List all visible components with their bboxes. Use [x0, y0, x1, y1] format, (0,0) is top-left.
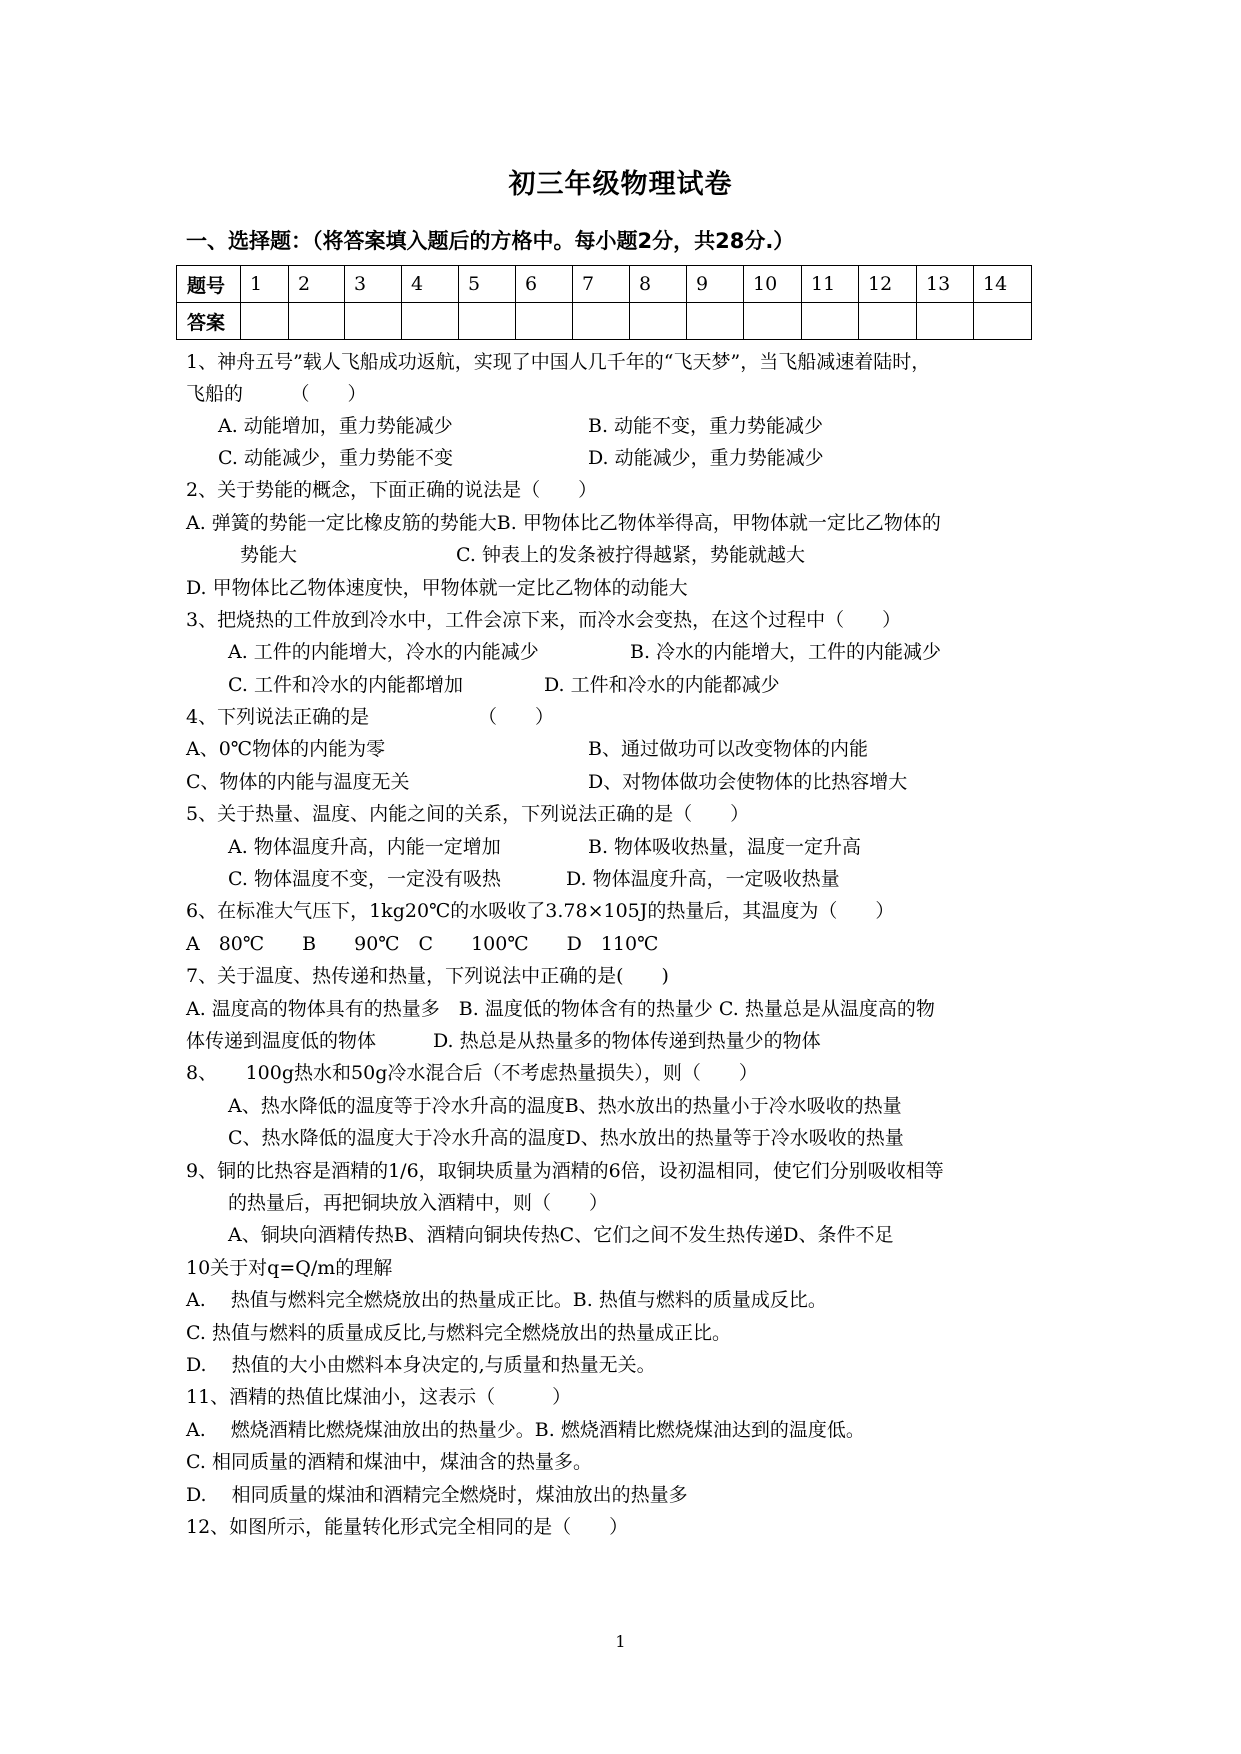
question-10-option-d: D. 热值的大小由燃料本身决定的,与质量和热量无关。: [186, 1354, 656, 1376]
question-9-stem-cont: 的热量后，再把铜块放入酒精中，则（ ）: [228, 1192, 609, 1214]
question-11-options-ab: A. 燃烧酒精比燃烧煤油放出的热量少。B. 燃烧酒精比燃烧煤油达到的温度低。: [186, 1419, 865, 1441]
question-number-cell: 11: [802, 266, 859, 303]
answer-cell[interactable]: [687, 303, 744, 340]
answer-cell[interactable]: [573, 303, 630, 340]
question-number-cell: 12: [859, 266, 917, 303]
question-10-options-ab: A. 热值与燃料完全燃烧放出的热量成正比。B. 热值与燃料的质量成反比。: [186, 1289, 827, 1311]
question-3-option-a: A. 工件的内能增大，冷水的内能减少: [228, 641, 539, 663]
question-1-stem-cont: 飞船的 （ ）: [186, 383, 367, 405]
answer-cell[interactable]: [402, 303, 459, 340]
question-1-option-d: D. 动能减少，重力势能减少: [588, 447, 824, 469]
question-number-cell: 10: [744, 266, 802, 303]
question-1-stem: 1、神舟五号”载人飞船成功返航，实现了中国人几千年的“飞天梦”，当飞船减速着陆时，: [186, 351, 931, 373]
question-number-cell: 7: [573, 266, 630, 303]
answer-cell[interactable]: [917, 303, 974, 340]
question-number-cell: 8: [630, 266, 687, 303]
page-number: 1: [615, 1632, 626, 1651]
question-10-stem: 10关于对q=Q/m的理解: [186, 1257, 393, 1279]
question-3-option-c: C. 工件和冷水的内能都增加: [228, 674, 463, 696]
answer-cell[interactable]: [345, 303, 402, 340]
question-9-options: A、铜块向酒精传热B、酒精向铜块传热C、它们之间不发生热传递D、条件不足: [228, 1224, 894, 1246]
question-number-cell: 6: [516, 266, 573, 303]
answer-cell[interactable]: [241, 303, 289, 340]
question-number-cell: 5: [459, 266, 516, 303]
question-number-cell: 9: [687, 266, 744, 303]
question-5-option-c: C. 物体温度不变，一定没有吸热: [228, 868, 501, 890]
question-8-options-cd: C、热水降低的温度大于冷水升高的温度D、热水放出的热量等于冷水吸收的热量: [228, 1127, 904, 1149]
table-row-answers: [177, 303, 1032, 340]
row-label-answer: 答案: [177, 303, 241, 340]
question-1-option-b: B. 动能不变，重力势能减少: [588, 415, 824, 437]
question-3-option-b: B. 冷水的内能增大，工件的内能减少: [630, 641, 942, 663]
answer-cell[interactable]: [459, 303, 516, 340]
answer-cell[interactable]: [744, 303, 802, 340]
question-8-stem: 8、 100g热水和50g冷水混合后（不考虑热量损失），则（ ）: [186, 1062, 758, 1084]
question-11-option-d: D. 相同质量的煤油和酒精完全燃烧时，煤油放出的热量多: [186, 1484, 688, 1506]
question-5-option-d: D. 物体温度升高，一定吸收热量: [566, 868, 840, 890]
answer-cell[interactable]: [802, 303, 859, 340]
question-3-stem: 3、把烧热的工件放到冷水中，工件会凉下来，而冷水会变热，在这个过程中（ ）: [186, 609, 902, 631]
question-5-stem: 5、关于热量、温度、内能之间的关系，下列说法正确的是（ ）: [186, 803, 750, 825]
question-4-option-c: C、物体的内能与温度无关: [186, 771, 410, 793]
page-title: 初三年级物理试卷: [508, 169, 733, 200]
answer-cell[interactable]: [516, 303, 573, 340]
question-4-option-a: A、0℃物体的内能为零: [186, 738, 386, 760]
question-5-option-a: A. 物体温度升高，内能一定增加: [228, 836, 501, 858]
question-number-cell: 13: [917, 266, 974, 303]
question-1-option-a: A. 动能增加，重力势能减少: [218, 415, 453, 437]
question-9-stem: 9、铜的比热容是酒精的1/6，取铜块质量为酒精的6倍，设初温相同，使它们分别吸收相等: [186, 1160, 944, 1182]
question-7-stem: 7、关于温度、热传递和热量，下列说法中正确的是( ): [186, 965, 669, 987]
question-7-options-cont: 体传递到温度低的物体 D. 热总是从热量多的物体传递到热量少的物体: [186, 1030, 821, 1052]
question-number-cell: 3: [345, 266, 402, 303]
question-2-option-a-b: A. 弹簧的势能一定比橡皮筋的势能大B. 甲物体比乙物体举得高，甲物体就一定比乙物体的: [186, 512, 941, 534]
question-11-stem: 11、酒精的热值比煤油小，这表示（ ）: [186, 1386, 572, 1408]
question-11-option-c: C. 相同质量的酒精和煤油中，煤油含的热量多。: [186, 1451, 592, 1473]
question-2-option-d: D. 甲物体比乙物体速度快，甲物体就一定比乙物体的动能大: [186, 577, 688, 599]
question-2-option-b-cont: 势能大: [240, 544, 298, 566]
question-8-options-ab: A、热水降低的温度等于冷水升高的温度B、热水放出的热量小于冷水吸收的热量: [228, 1095, 902, 1117]
row-label-number: 题号: [177, 266, 241, 303]
question-2-option-c: C. 钟表上的发条被拧得越紧，势能就越大: [456, 544, 805, 566]
question-7-options: A. 温度高的物体具有的热量多 B. 温度低的物体含有的热量少 C. 热量总是从温度高的物: [186, 998, 935, 1020]
question-3-option-d: D. 工件和冷水的内能都减少: [544, 674, 780, 696]
question-6-stem: 6、在标准大气压下，1kg20℃的水吸收了3.78×105J的热量后，其温度为（ ）: [186, 900, 895, 922]
table-row-numbers: [177, 266, 1032, 303]
question-number-cell: 4: [402, 266, 459, 303]
answer-cell[interactable]: [859, 303, 917, 340]
question-12-stem: 12、如图所示，能量转化形式完全相同的是（ ）: [186, 1516, 629, 1538]
question-4-blank: （ ）: [478, 706, 555, 728]
question-4-option-b: B、通过做功可以改变物体的内能: [588, 738, 868, 760]
section-heading: 一、选择题：（将答案填入题后的方格中。每小题2分，共28分.）: [186, 229, 795, 253]
answer-cell[interactable]: [974, 303, 1032, 340]
question-6-options: A 80℃ B 90℃ C 100℃ D 110℃: [186, 933, 659, 955]
question-number-cell: 2: [289, 266, 345, 303]
question-5-option-b: B. 物体吸收热量，温度一定升高: [588, 836, 862, 858]
question-4-stem: 4、下列说法正确的是: [186, 706, 370, 728]
question-1-option-c: C. 动能减少，重力势能不变: [218, 447, 453, 469]
answer-cell[interactable]: [289, 303, 345, 340]
question-4-option-d: D、对物体做功会使物体的比热容增大: [588, 771, 908, 793]
question-2-stem: 2、关于势能的概念，下面正确的说法是（ ）: [186, 479, 598, 501]
answer-table: [176, 265, 1032, 340]
question-number-cell: 14: [974, 266, 1032, 303]
question-10-option-c: C. 热值与燃料的质量成反比,与燃料完全燃烧放出的热量成正比。: [186, 1322, 731, 1344]
question-number-cell: 1: [241, 266, 289, 303]
answer-cell[interactable]: [630, 303, 687, 340]
